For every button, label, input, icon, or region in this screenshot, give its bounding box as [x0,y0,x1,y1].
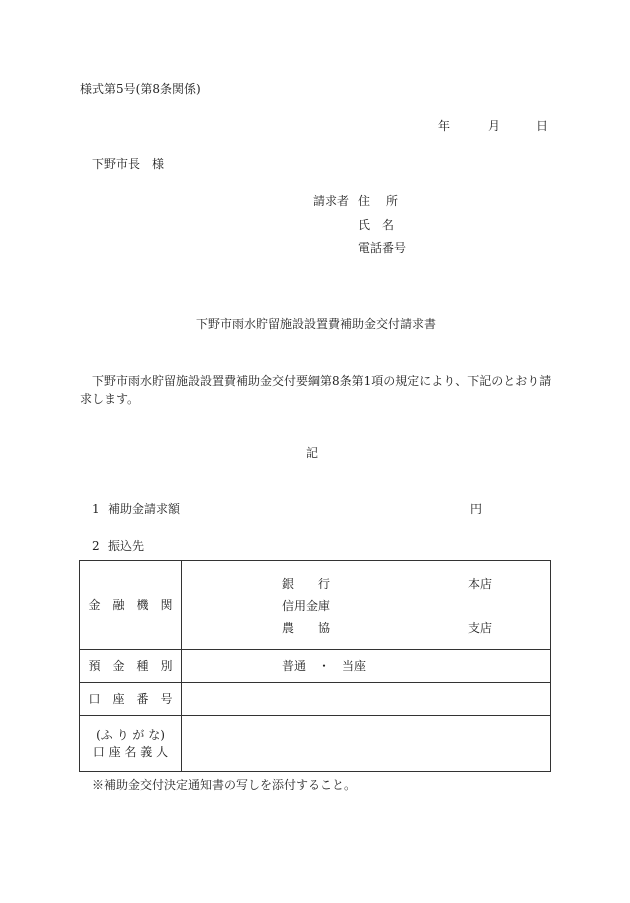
account-holder-value-cell[interactable] [182,716,551,772]
table-row-deposit-type [80,650,551,683]
date-day: 日 [536,119,549,133]
deposit-type-value: 普通 ・ 当座 [282,659,367,673]
attachment-note: ※補助金交付決定通知書の写しを添付すること。 [92,778,357,792]
bank-type-bank: 銀 行 [282,577,331,591]
ki-marker: 記 [306,446,319,460]
item-2-label: 振込先 [108,539,145,553]
form-number: 様式第5号(第8条関係) [80,82,201,96]
account-number-label: 口 座 番 号 [80,683,182,716]
requester-name-label: 氏 名 [358,218,395,232]
item-1-unit: 円 [470,502,483,516]
bank-type-nokyo: 農 協 [282,621,331,635]
furigana-label: (ふ り が な) [96,727,165,742]
table-row-account-number [80,683,551,716]
date-line [438,120,548,132]
deposit-type-label: 預 金 種 別 [80,650,182,683]
date-year: 年 [438,119,451,133]
bank-value-cell[interactable] [182,561,551,650]
body-text: 下野市雨水貯留施設設置費補助金交付要綱第8条第1項の規定により、下記のとおり請求します。 [80,374,552,406]
date-month: 月 [488,119,501,133]
branch-main: 本店 [468,577,493,591]
account-holder-label-cell [80,716,182,772]
requester-phone-label: 電話番号 [358,241,407,255]
item-2-number: 2 [92,539,100,553]
deposit-type-value-cell[interactable] [182,650,551,683]
table-row-account-holder [80,716,551,772]
requester-label: 請求者 [313,194,350,208]
table-row-bank [80,561,551,650]
account-number-value-cell[interactable] [182,683,551,716]
account-holder-label: 口 座 名 義 人 [92,744,169,759]
document-title: 下野市雨水貯留施設設置費補助金交付請求書 [196,317,437,331]
transfer-table [79,560,551,772]
addressee: 下野市長 様 [92,157,165,171]
branch-sub: 支店 [468,621,493,635]
item-1-number: 1 [92,502,100,516]
item-1-label: 補助金請求額 [108,502,181,516]
bank-type-shinkin: 信用金庫 [282,599,331,613]
requester-address-label: 住 所 [358,194,401,208]
bank-label: 金 融 機 関 [80,561,182,650]
